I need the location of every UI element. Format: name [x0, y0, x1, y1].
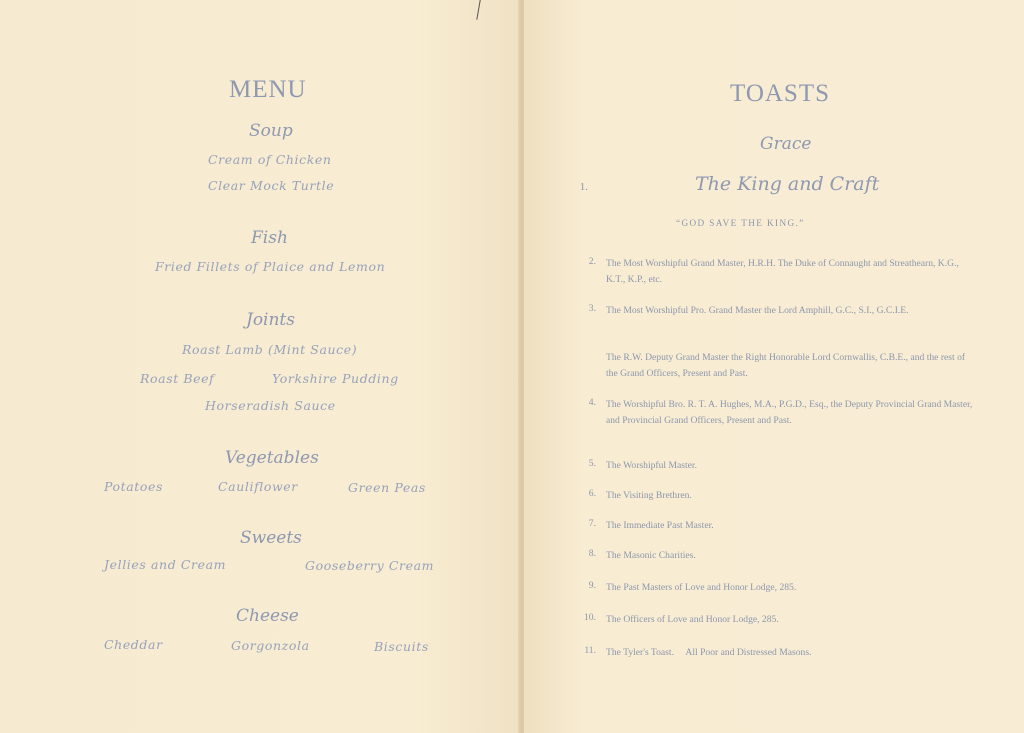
toast-number: 11. — [584, 645, 596, 656]
menu-item: Biscuits — [374, 639, 429, 654]
sweets-heading: Sweets — [240, 528, 302, 548]
menu-item: Roast Lamb (Mint Sauce) — [182, 342, 358, 357]
toast-item: The Past Masters of Love and Honor Lodge, 285. — [606, 582, 797, 593]
vegetables-heading: Vegetables — [225, 448, 319, 468]
toast-number: 4. — [588, 397, 596, 408]
king-response: “GOD SAVE THE KING.” — [676, 218, 805, 228]
toasts-page — [524, 0, 1024, 733]
menu-item: Cream of Chicken — [208, 152, 332, 167]
toast-item: The Worshipful Master. — [606, 460, 697, 471]
toast-number: 9. — [588, 580, 596, 591]
toast-number: 3. — [588, 303, 596, 314]
toast-item: The Officers of Love and Honor Lodge, 285. — [606, 614, 779, 625]
toasts-title: TOASTS — [730, 80, 831, 107]
toast-number: 6. — [588, 488, 596, 499]
toast-item: The Immediate Past Master. — [606, 520, 714, 531]
toast-item: The Most Worshipful Pro. Grand Master the Lord Amphill, G.C., S.I., G.C.I.E. — [606, 305, 909, 316]
menu-item: Cheddar — [104, 637, 163, 652]
toast-number: 8. — [588, 548, 596, 559]
menu-item: Horseradish Sauce — [205, 398, 336, 413]
menu-title: MENU — [229, 76, 307, 103]
menu-item: Potatoes — [104, 479, 164, 494]
toast-item: The Most Worshipful Grand Master, H.R.H. The Duke of Connaught and Streathearn, K.G., K.T., K.P., etc. — [606, 258, 962, 285]
menu-item: Fried Fillets of Plaice and Lemon — [155, 259, 386, 274]
menu-item: Cauliflower — [218, 479, 298, 494]
toast-item: The Worshipful Bro. R. T. A. Hughes, M.A., P.G.D., Esq., the Deputy Provincial Grand Master, and Provincial Grand Officers, Present and Past. — [606, 399, 975, 426]
toast-item: The R.W. Deputy Grand Master the Right Honorable Lord Cornwallis, C.B.E., and the rest of the Grand Officers, Present and Past. — [606, 352, 968, 379]
toast-number: 10. — [584, 612, 596, 623]
cheese-heading: Cheese — [236, 606, 299, 626]
toast-number: 5. — [588, 458, 596, 469]
king-and-craft-heading: The King and Craft — [695, 173, 880, 195]
grace-heading: Grace — [760, 134, 812, 154]
toast-item: The Visiting Brethren. — [606, 490, 692, 501]
toast-number: 7. — [588, 518, 596, 529]
toast-number: 1. — [579, 181, 588, 193]
joints-heading: Joints — [246, 310, 295, 330]
paper-crease-mark — [476, 0, 482, 20]
soup-heading: Soup — [249, 121, 293, 141]
toast-item: The Masonic Charities. — [606, 550, 696, 561]
toast-item: The Tyler's Toast. All Poor and Distressed Masons. — [606, 647, 812, 658]
menu-item: Gooseberry Cream — [305, 558, 435, 573]
menu-item: Gorgonzola — [231, 638, 310, 653]
menu-item: Jellies and Cream — [104, 557, 227, 572]
fish-heading: Fish — [251, 228, 288, 248]
menu-item: Clear Mock Turtle — [208, 178, 335, 193]
menu-item: Green Peas — [348, 480, 426, 495]
toast-number: 2. — [588, 256, 596, 267]
menu-item: Roast Beef — [140, 371, 215, 386]
menu-item: Yorkshire Pudding — [272, 371, 399, 386]
